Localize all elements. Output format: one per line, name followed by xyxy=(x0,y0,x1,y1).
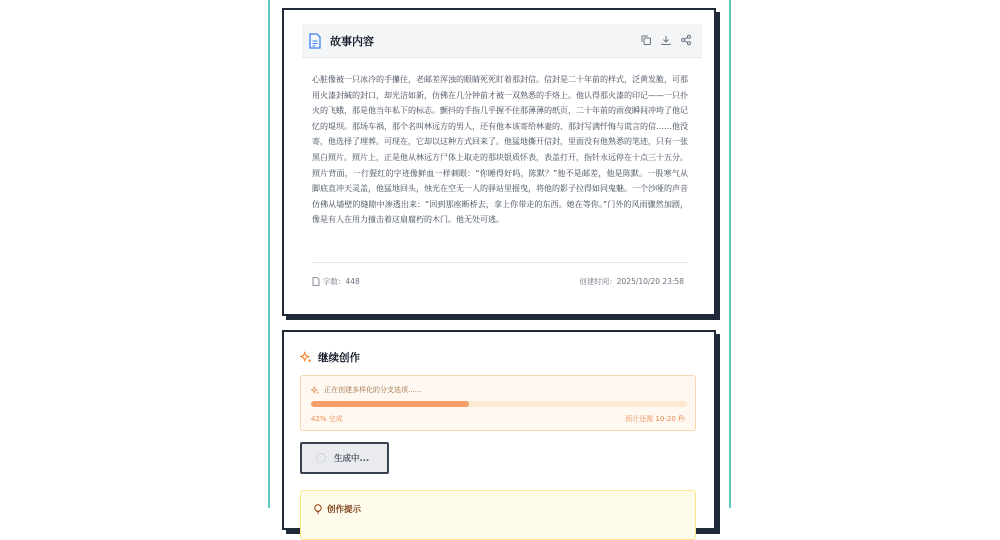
story-header xyxy=(302,24,702,58)
continue-title xyxy=(300,350,360,365)
continue-title-text: 继续创作 xyxy=(318,352,360,364)
generate-button[interactable] xyxy=(300,442,389,474)
download-icon[interactable] xyxy=(660,34,672,46)
continue-card xyxy=(282,330,716,530)
document-icon xyxy=(308,33,322,49)
tips-panel xyxy=(300,490,696,540)
content-column xyxy=(268,0,731,515)
word-count-text: 字数：448 xyxy=(323,277,360,286)
word-count xyxy=(312,276,360,287)
story-title: 故事内容 xyxy=(330,35,374,48)
progress-bar xyxy=(311,401,687,407)
progress-panel xyxy=(300,375,696,431)
file-icon xyxy=(312,277,320,286)
spinner-icon xyxy=(316,453,326,463)
lightbulb-icon xyxy=(313,504,323,514)
generate-button-label: 生成中... xyxy=(334,454,370,464)
created-time: 创建时间：2025/10/20 23:58 xyxy=(579,277,684,286)
story-text: 心脏像被一只冰冷的手攥住，老邮差浑浊的眼睛死死盯着那封信。信封是二十年前的样式，泛黄发脆，可那用火漆封缄的封口，却光洁如新，仿佛在几分钟前才被一双熟悉的手烙上。他认得那火漆的印记——一只扑火的飞蛾，那是他当年私下的标志。颤抖的手指几乎握不住那薄薄的纸页，二十年前的雨夜瞬间冲垮了他记忆的堤坝。那场车祸，那个名叫林远方的男人，还有他本该寄给林妻的、那封写满忏悔与谎言的信……他没寄，他选择了埋葬。可现在，它却以这种方式回来了。他猛地撕开信封，里面没有他熟悉的笔迹，只有一张黑白照片。照片上，正是他从林远方尸体上取走的那块银质怀表，表盖打开，指针永远停在十点三十五分。照片背面，一行猩红的字迹像鲜血一样刺眼：“你睡得好吗，陈默？”他不是邮差，他是陈默。一股寒气从脚底直冲天灵盖，他猛地回头，烛光在空无一人的驿站里摇曳，将他的影子拉得如同鬼魅。一个沙哑的声音仿佛从墙壁的缝隙中渗透出来：“回到那座断桥去，拿上你带走的东西。她在等你。”门外的风雨骤然加剧，像是有人在用力撞击着这扇腐朽的木门。他无处可逃。 xyxy=(312,75,688,225)
tips-title xyxy=(313,503,361,515)
story-card xyxy=(282,8,716,316)
share-icon[interactable] xyxy=(680,34,692,46)
progress-status-text: 正在创建多样化的分支选项...... xyxy=(324,386,422,394)
copy-icon[interactable] xyxy=(640,34,652,46)
progress-status xyxy=(311,385,421,395)
progress-eta: 预计还需 10-20 秒 xyxy=(625,415,685,423)
tips-title-text: 创作提示 xyxy=(327,505,362,515)
divider xyxy=(312,262,688,263)
progress-percent: 42% 完成 xyxy=(311,415,343,423)
progress-fill xyxy=(311,401,469,407)
sparkle-icon xyxy=(311,386,320,395)
sparkle-icon xyxy=(300,351,313,364)
